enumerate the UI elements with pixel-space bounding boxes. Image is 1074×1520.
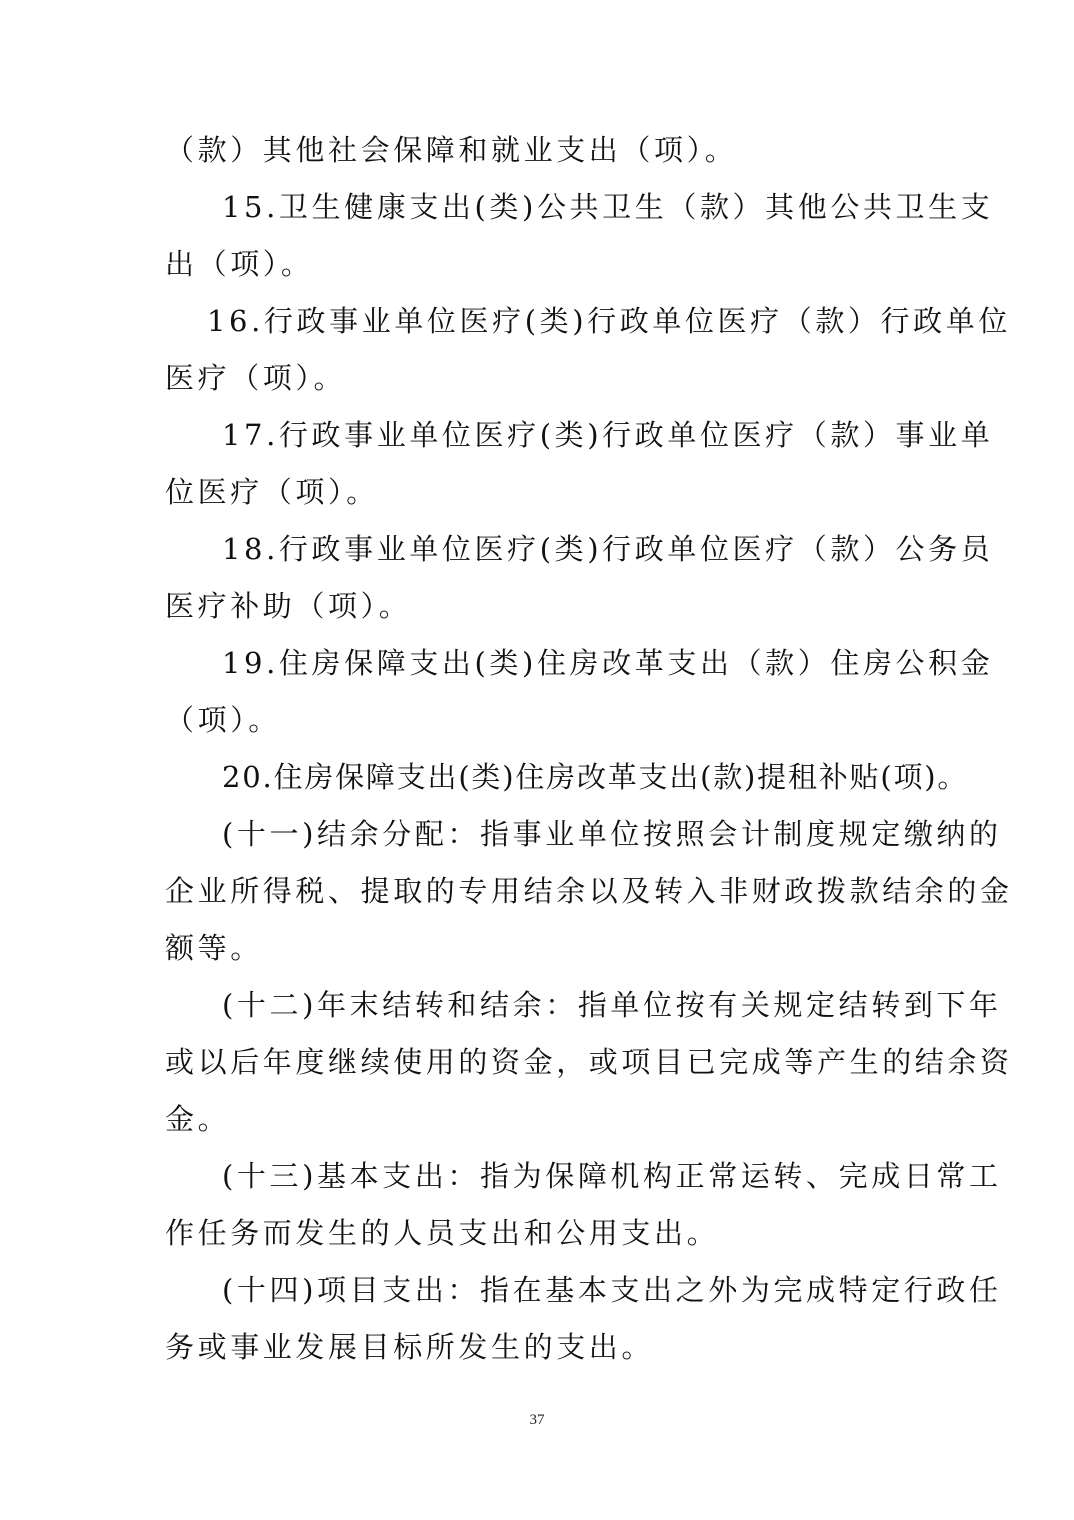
body-line: 20.住房保障支出(类)住房改革支出(款)提租补贴(项)。	[222, 760, 969, 794]
body-line: 务或事业发展目标所发生的支出。	[165, 1330, 655, 1364]
body-line: 金。	[165, 1102, 231, 1136]
body-line: 17.行政事业单位医疗(类)行政单位医疗（款）事业单	[222, 418, 994, 452]
body-line: 18.行政事业单位医疗(类)行政单位医疗（款）公务员	[222, 532, 994, 566]
body-line: 医疗补助（项）。	[165, 589, 412, 623]
body-line: 出（项）。	[165, 247, 314, 281]
body-line: 16.行政事业单位医疗(类)行政单位医疗（款）行政单位	[207, 304, 1011, 338]
body-line: (十二)年末结转和结余：指单位按有关规定结转到下年	[222, 988, 1002, 1022]
body-line: 或以后年度继续使用的资金，或项目已完成等产生的结余资	[165, 1045, 1013, 1079]
body-line: (十三)基本支出：指为保障机构正常运转、完成日常工	[222, 1159, 1002, 1193]
body-line: 额等。	[165, 931, 263, 965]
body-line: （项）。	[165, 703, 281, 737]
body-line: (十四)项目支出：指在基本支出之外为完成特定行政任	[222, 1273, 1002, 1307]
body-line: 19.住房保障支出(类)住房改革支出（款）住房公积金	[222, 646, 994, 680]
body-line: 15.卫生健康支出(类)公共卫生（款）其他公共卫生支	[222, 190, 994, 224]
body-line: 企业所得税、提取的专用结余以及转入非财政拨款结余的金	[165, 874, 1013, 908]
body-line: 位医疗（项）。	[165, 475, 379, 509]
page-number: 37	[529, 1412, 545, 1428]
body-line: （款）其他社会保障和就业支出（项）。	[165, 133, 738, 167]
body-line: (十一)结余分配：指事业单位按照会计制度规定缴纳的	[222, 817, 1002, 851]
body-line: 作任务而发生的人员支出和公用支出。	[165, 1216, 720, 1250]
body-line: 医疗（项）。	[165, 361, 347, 395]
